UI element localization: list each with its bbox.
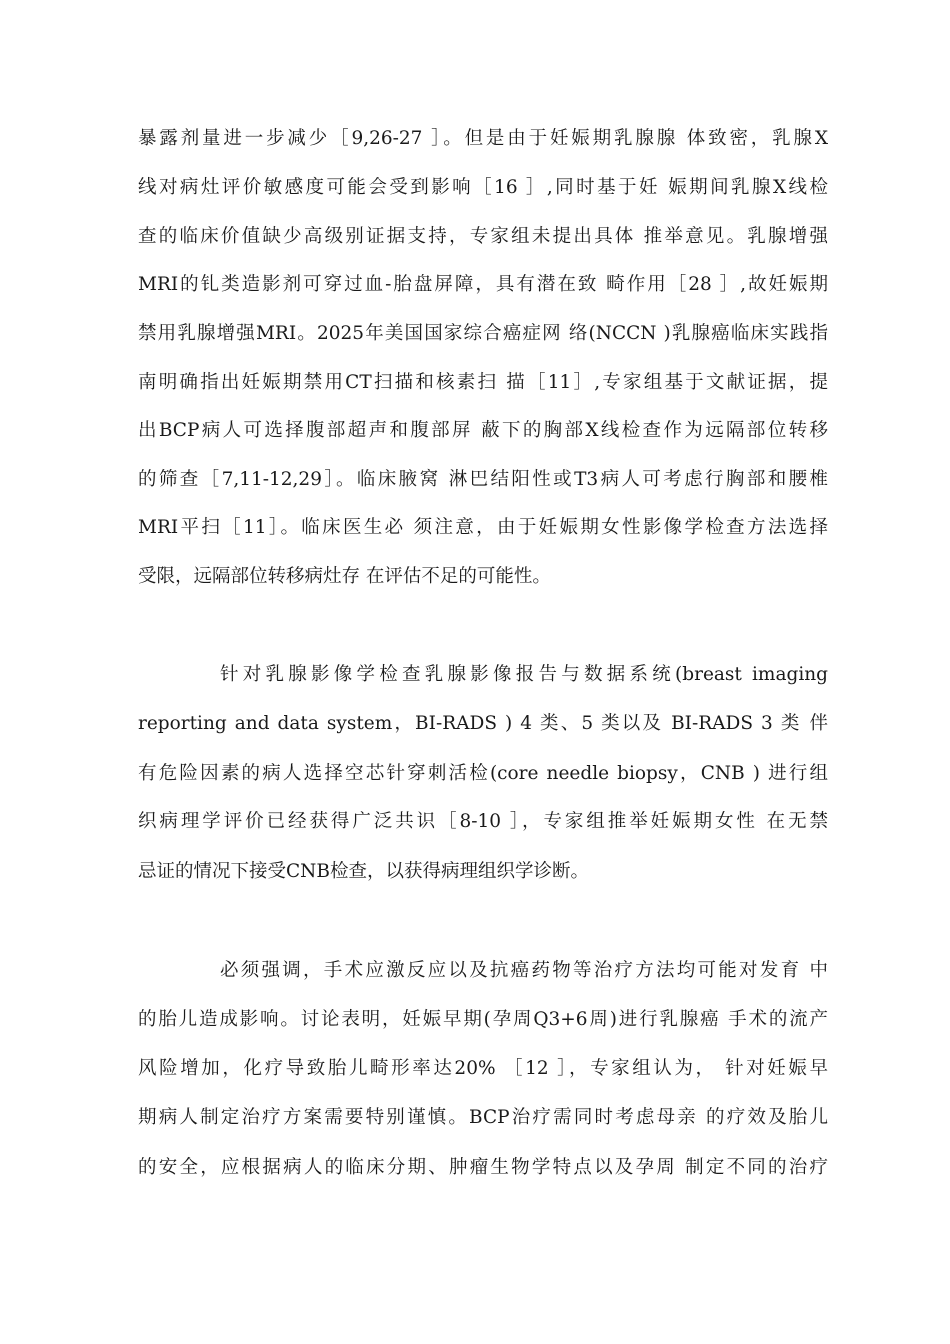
text-line: 期病人制定治疗方案需要特别谨慎。BCP治疗需同时考虑母亲 的疗效及胎儿 (138, 1107, 828, 1128)
text-line: 针对乳腺影像学检查乳腺影像报告与数据系统(breast imaging (220, 664, 828, 685)
text-line: 忌证的情况下接受CNB检查，以获得病理组织学诊断。 (138, 861, 589, 882)
text-line: 查的临床价值缺少高级别证据支持，专家组未提出具体 推举意见。乳腺增强 (138, 226, 828, 247)
text-line: 的筛查［7,11-12,29］。临床腋窝 淋巴结阳性或T3病人可考虑行胸部和腰椎 (138, 469, 828, 490)
text-line: 南明确指出妊娠期禁用CT扫描和核素扫 描［11］,专家组基于文献证据，提 (138, 372, 828, 393)
text-line: 必须强调，手术应激反应以及抗癌药物等治疗方法均可能对发育 中 (220, 960, 828, 981)
text-line: 禁用乳腺增强MRI。2025年美国国家综合癌症网 络(NCCN )乳腺癌临床实践指 (138, 323, 828, 344)
text-line: 的安全，应根据病人的临床分期、肿瘤生物学特点以及孕周 制定不同的治疗 (138, 1157, 828, 1178)
text-line: 的胎儿造成影响。讨论表明，妊娠早期(孕周Q3+6周)进行乳腺癌 手术的流产 (138, 1009, 828, 1030)
text-line: 线对病灶评价敏感度可能会受到影响［16 ］,同时基于妊 娠期间乳腺X线检 (138, 177, 828, 198)
text-line: 风险增加，化疗导致胎儿畸形率达20% ［12 ］，专家组认为， 针对妊娠早 (138, 1058, 828, 1079)
text-line: 有危险因素的病人选择空芯针穿刺活检(core needle biopsy，CNB ) 进行组 (138, 763, 828, 784)
text-line: MRI的钆类造影剂可穿过血-胎盘屏障，具有潜在致 畸作用［28 ］,故妊娠期 (138, 274, 828, 295)
text-line: 出BCP病人可选择腹部超声和腹部屏 蔽下的胸部X线检查作为远隔部位转移 (138, 420, 828, 441)
text-line: 织病理学评价已经获得广泛共识［8-10 ］，专家组推举妊娠期女性 在无禁 (138, 811, 828, 832)
text-line: MRI平扫［11］。临床医生必 须注意，由于妊娠期女性影像学检查方法选择 (138, 517, 828, 538)
text-line: 暴露剂量进一步减少［9,26-27 ］。但是由于妊娠期乳腺腺 体致密，乳腺X (138, 128, 828, 149)
text-line: 受限，远隔部位转移病灶存 在评估不足的可能性。 (138, 566, 551, 587)
text-line: reporting and data system，BI-RADS ) 4 类、5 类以及 BI-RADS 3 类 伴 (138, 713, 828, 734)
